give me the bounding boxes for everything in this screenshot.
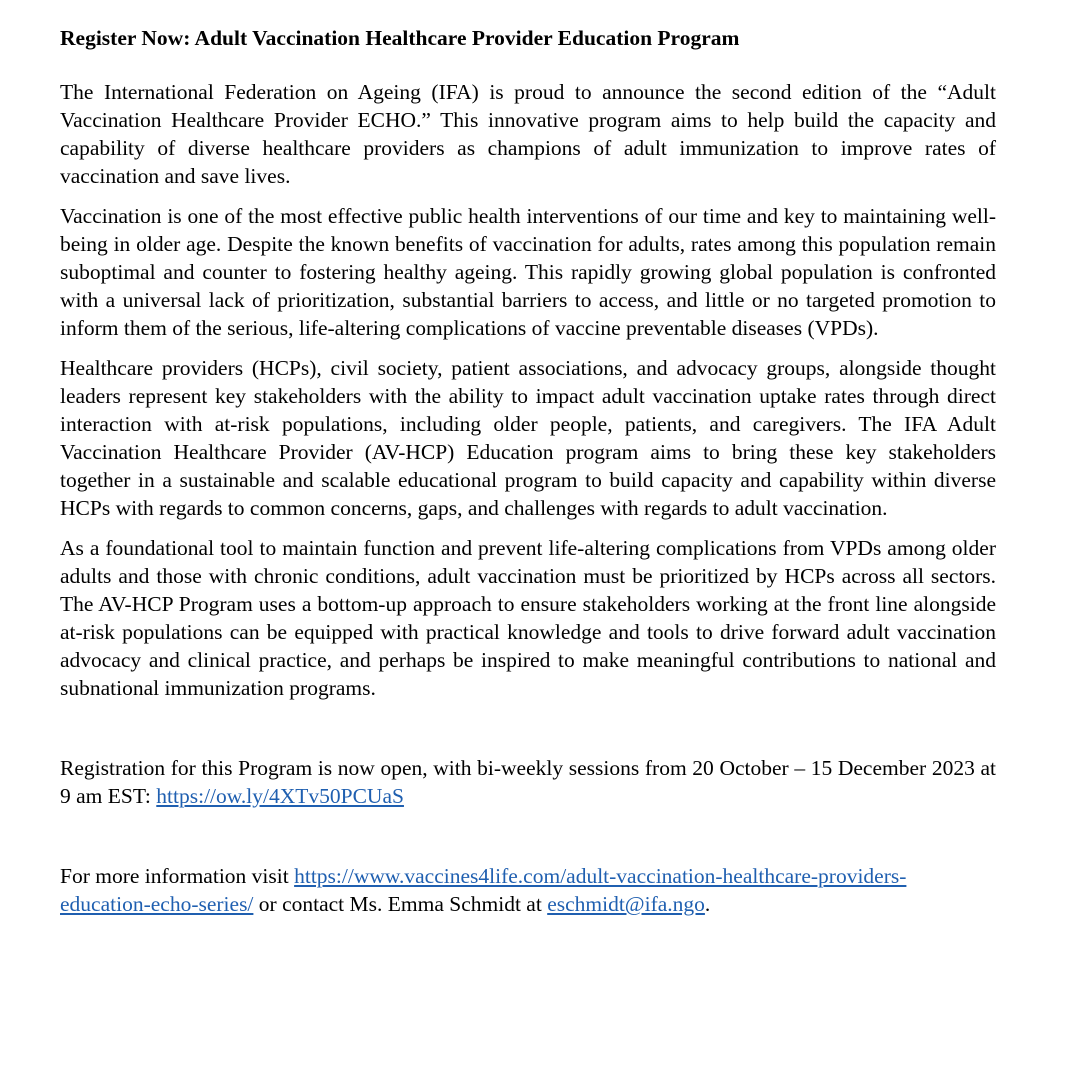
document-title: Register Now: Adult Vaccination Healthcare Provider Education Program — [60, 26, 740, 50]
paragraph-registration — [60, 754, 996, 810]
more-info-prefix: For more information visit — [60, 864, 295, 888]
paragraph-foundational: As a foundational tool to maintain function and prevent life-altering complications from VPDs among older adults and those with chronic conditions, adult vaccination must be prioritized by HCPs across all sectors. The AV-HCP Program uses a bottom-up approach to ensure stakeholders working at the front line alongside at-risk populations can be equipped with practical knowledge and tools to drive forward adult vaccination advocacy and clinical practice, and perhaps be inspired to make meaningful contributions to national and subnational immunization programs. — [60, 536, 996, 700]
registration-link[interactable]: https://ow.ly/4XTv50PCUaS — [156, 784, 404, 808]
paragraph-stakeholders: Healthcare providers (HCPs), civil society, patient associations, and advocacy groups, alongside thought leaders represent key stakeholders with the ability to impact adult vaccination uptake rates through direct interaction with at-risk populations, including older people, patients, and caregivers. The IFA Adult Vaccination Healthcare Provider (AV-HCP) Education program aims to bring these key stakeholders together in a sustainable and scalable educational program to build capacity and capability within diverse HCPs with regards to common concerns, gaps, and challenges with regards to adult vaccination. — [60, 356, 996, 520]
more-info-suffix: . — [704, 892, 711, 916]
program-info-link[interactable]: https://www.vaccines4life.com/adult-vaccination-healthcare-providers-education-echo-series/ — [60, 864, 907, 916]
paragraph-more-info — [60, 862, 996, 918]
document-body — [60, 24, 996, 930]
more-info-middle: or contact Ms. Emma Schmidt at — [253, 892, 548, 916]
contact-email-link[interactable]: eschmidt@ifa.ngo — [547, 892, 705, 916]
registration-text: Registration for this Program is now open, with bi-weekly sessions from 20 October – 15 December 2023 at 9 am EST: — [60, 756, 996, 808]
paragraph-intro: The International Federation on Ageing (IFA) is proud to announce the second edition of the “Adult Vaccination Healthcare Provider ECHO.” This innovative program aims to help build the capacity and capability of diverse healthcare providers as champions of adult immunization to improve rates of vaccination and save lives. — [60, 80, 996, 188]
paragraph-vaccination: Vaccination is one of the most effective public health interventions of our time and key to maintaining well-being in older age. Despite the known benefits of vaccination for adults, rates among this population remain suboptimal and counter to fostering healthy ageing. This rapidly growing global population is confronted with a universal lack of prioritization, substantial barriers to access, and little or no targeted promotion to inform them of the serious, life-altering complications of vaccine preventable diseases (VPDs). — [60, 204, 996, 340]
